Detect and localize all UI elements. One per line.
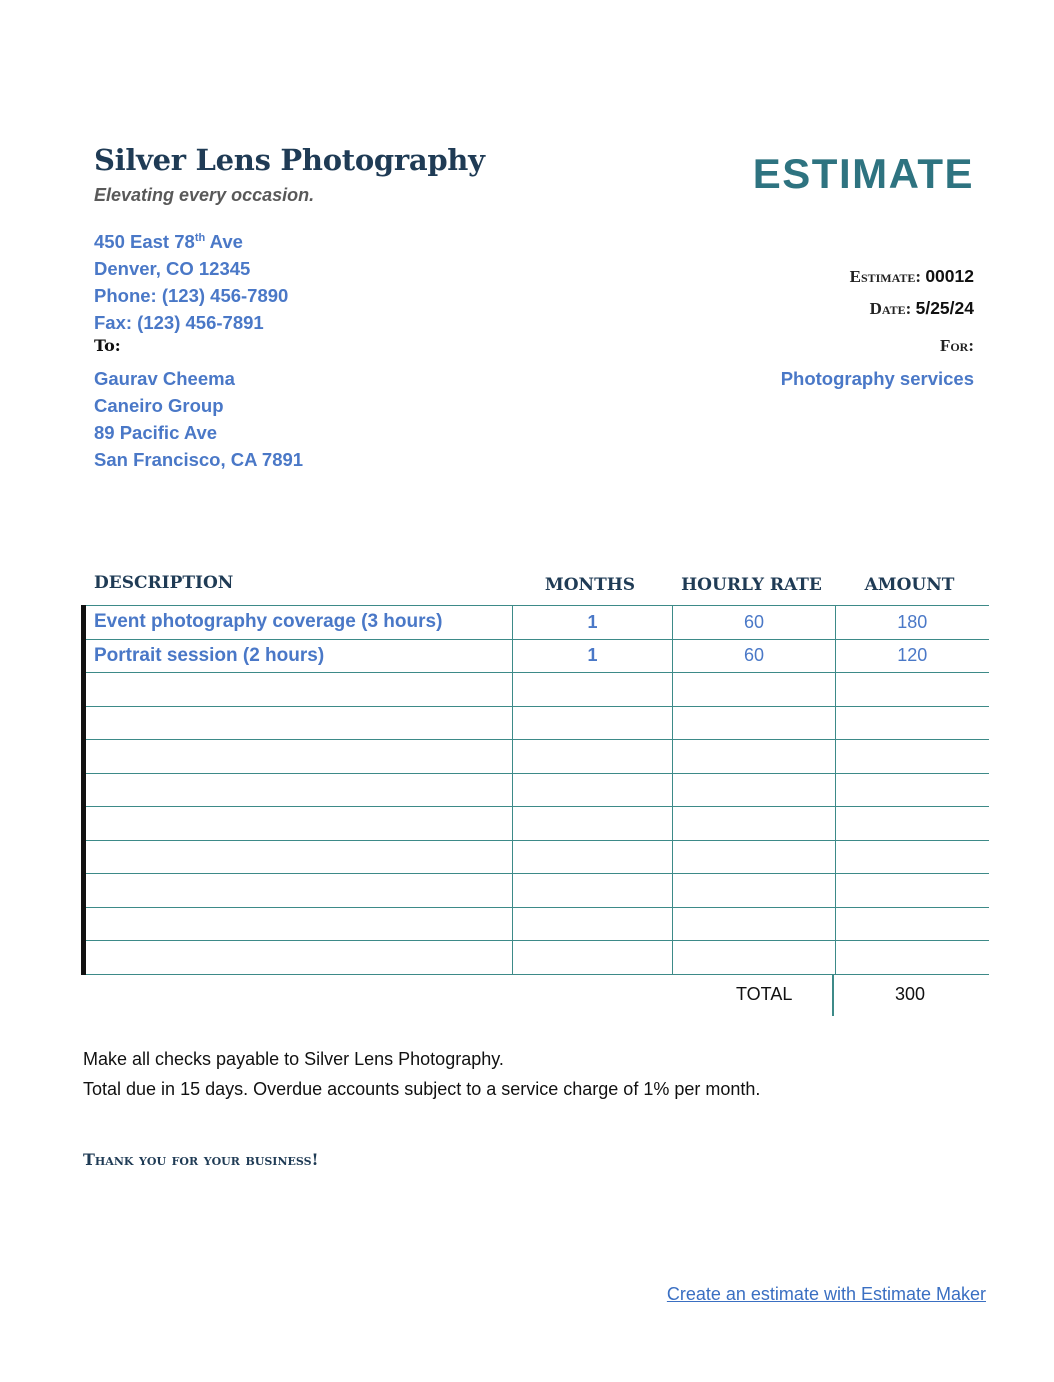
row-hourly-rate	[673, 673, 836, 707]
table-row	[84, 673, 989, 707]
row-amount: 120	[836, 639, 989, 673]
row-description	[84, 740, 513, 774]
address-street-number: 450 East 78	[94, 231, 195, 252]
row-months	[513, 807, 673, 841]
document-title: ESTIMATE	[752, 150, 974, 197]
terms-note: Total due in 15 days. Overdue accounts subject to a service charge of 1% per month.	[83, 1079, 761, 1099]
row-description	[84, 706, 513, 740]
header-months: MONTHS	[544, 575, 636, 595]
estimate-maker-link[interactable]: Create an estimate with Estimate Maker	[666, 1284, 986, 1304]
recipient-street: 89 Pacific Ave	[94, 422, 218, 443]
header-hourly-rate: HOURLY RATE	[681, 575, 822, 595]
estimate-number: 00012	[925, 266, 974, 286]
row-months	[513, 941, 673, 975]
row-amount	[836, 773, 989, 807]
row-months	[513, 706, 673, 740]
row-hourly-rate	[673, 907, 836, 941]
address-line-2: Denver, CO 12345	[94, 258, 251, 279]
table-row	[84, 874, 989, 908]
row-description: Event photography coverage (3 hours)	[84, 606, 513, 640]
line-items-table	[81, 605, 989, 975]
row-description	[84, 840, 513, 874]
row-months: 1	[513, 606, 673, 640]
header-amount: AMOUNT	[864, 575, 955, 595]
recipient-name: Gaurav Cheema	[94, 368, 235, 389]
row-months	[513, 740, 673, 774]
thank-you-message: Thank you for your business!	[83, 1150, 319, 1169]
date-row	[870, 298, 974, 319]
company-phone: Phone: (123) 456-7890	[94, 285, 289, 306]
row-amount	[836, 740, 989, 774]
row-hourly-rate	[673, 706, 836, 740]
header-description: DESCRIPTION	[94, 573, 234, 593]
to-label: To:	[94, 336, 121, 355]
address-ordinal-suffix: th	[194, 231, 206, 244]
row-hourly-rate	[673, 941, 836, 975]
row-amount	[836, 673, 989, 707]
row-description	[84, 673, 513, 707]
table-row	[84, 606, 989, 640]
for-row	[940, 336, 974, 356]
row-amount	[836, 874, 989, 908]
table-row	[84, 907, 989, 941]
row-amount	[836, 907, 989, 941]
estimate-number-row	[850, 266, 974, 287]
row-description	[84, 773, 513, 807]
row-hourly-rate	[673, 773, 836, 807]
table-row	[84, 706, 989, 740]
row-description	[84, 907, 513, 941]
recipient-block	[94, 365, 494, 473]
row-description: Portrait session (2 hours)	[84, 639, 513, 673]
row-hourly-rate	[673, 807, 836, 841]
row-amount	[836, 941, 989, 975]
row-amount: 180	[836, 606, 989, 640]
table-row	[84, 773, 989, 807]
row-amount	[836, 840, 989, 874]
total-value: 300	[894, 984, 926, 1004]
row-months	[513, 673, 673, 707]
row-hourly-rate	[673, 740, 836, 774]
for-description: Photography services	[780, 368, 974, 389]
table-row	[84, 740, 989, 774]
address-line-1	[94, 228, 494, 255]
row-hourly-rate: 60	[673, 606, 836, 640]
recipient-company: Caneiro Group	[94, 395, 224, 416]
table-row	[84, 840, 989, 874]
row-description	[84, 874, 513, 908]
date-label: Date:	[869, 299, 912, 318]
row-description	[84, 941, 513, 975]
date-value: 5/25/24	[915, 298, 974, 318]
total-label: TOTAL	[736, 984, 793, 1004]
row-months	[513, 773, 673, 807]
row-months	[513, 907, 673, 941]
checks-note: Make all checks payable to Silver Lens Photography.	[83, 1049, 504, 1069]
table-row	[84, 639, 989, 673]
row-description	[84, 807, 513, 841]
company-tagline: Elevating every occasion.	[94, 185, 315, 205]
company-name: Silver Lens Photography	[94, 143, 485, 177]
row-hourly-rate	[673, 840, 836, 874]
table-row	[84, 807, 989, 841]
row-amount	[836, 807, 989, 841]
estimate-number-label: Estimate:	[849, 267, 922, 286]
address-street-type: Ave	[205, 231, 243, 252]
for-label: For:	[939, 336, 974, 355]
line-items-body	[84, 606, 989, 975]
table-row	[84, 941, 989, 975]
row-amount	[836, 706, 989, 740]
row-hourly-rate: 60	[673, 639, 836, 673]
company-address	[94, 228, 494, 336]
recipient-city: San Francisco, CA 7891	[94, 449, 304, 470]
company-fax: Fax: (123) 456-7891	[94, 312, 264, 333]
row-hourly-rate	[673, 874, 836, 908]
row-months	[513, 840, 673, 874]
row-months: 1	[513, 639, 673, 673]
row-months	[513, 874, 673, 908]
